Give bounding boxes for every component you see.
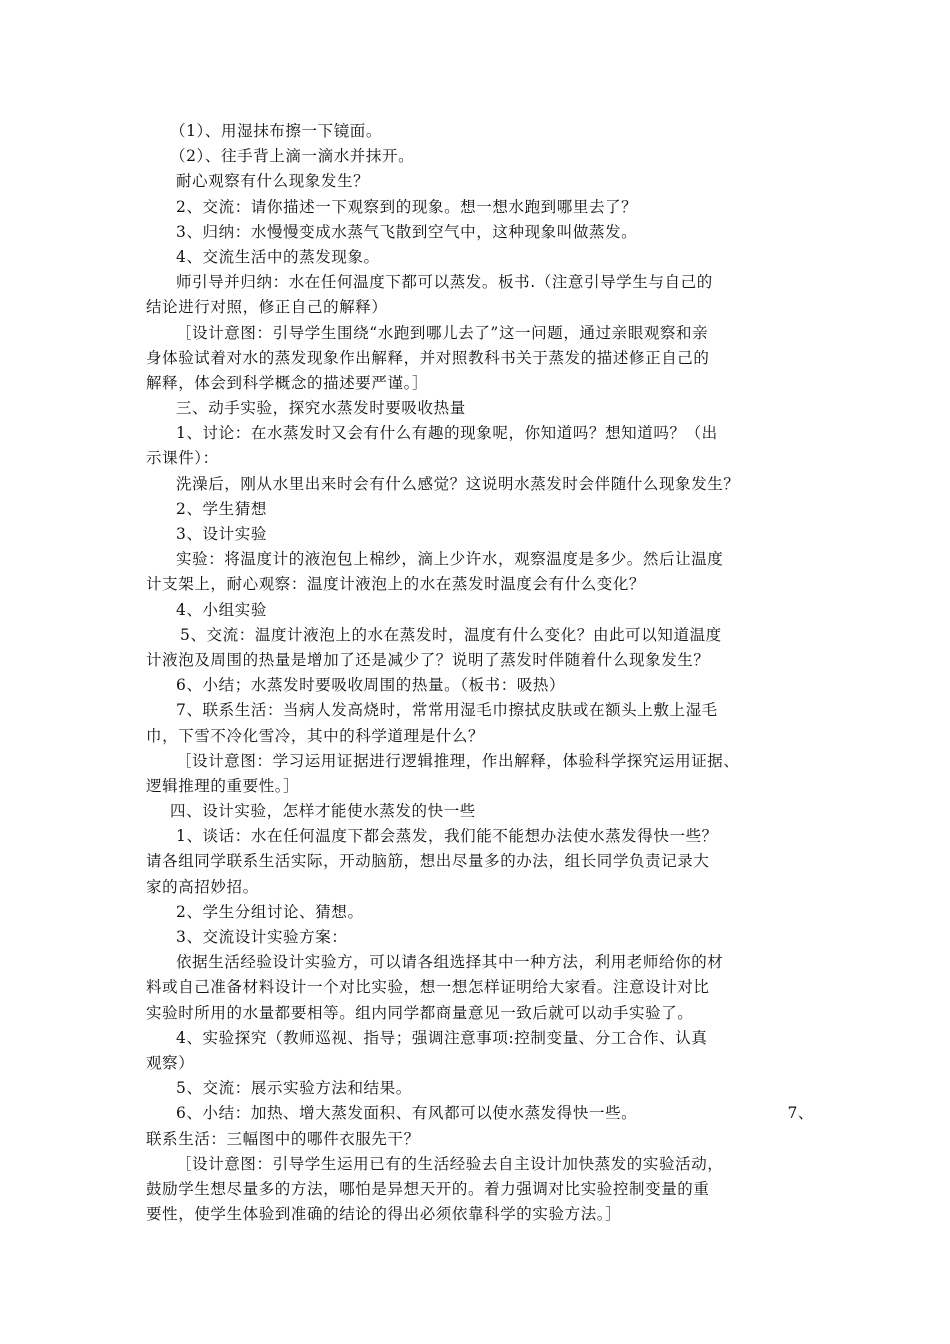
text-line: 计液泡及周围的热量是增加了还是减少了？说明了蒸发时伴随着什么现象发生？ (146, 650, 710, 669)
text-line: （1）、用湿抹布擦一下镜面。 (170, 122, 383, 140)
text-line: 1、讨论：在水蒸发时又会有什么有趣的现象呢，你知道吗？想知道吗？（出 (176, 424, 718, 443)
text-line: 3、归纳：水慢慢变成水蒸气飞散到空气中，这种现象叫做蒸发。 (176, 222, 638, 241)
text-line: 观察） (146, 1053, 195, 1072)
text-line: 请各组同学联系生活实际，开动脑筋，想出尽量多的办法，组长同学负责记录大 (146, 852, 710, 871)
text-line: 家的高招妙招。 (146, 877, 259, 896)
text-line: 2、学生分组讨论、猜想。 (176, 902, 364, 921)
text-line: 要性，使学生体验到准确的结论的得出必须依靠科学的实验方法。］ (146, 1205, 622, 1224)
text-span: 7、 (787, 1104, 814, 1123)
text-line: 联系生活：三幅图中的哪件衣服先干？ (146, 1129, 420, 1148)
text-line: 2、学生猜想 (176, 499, 267, 518)
text-line: ［设计意图：引导学生运用已有的生活经验去自主设计加快蒸发的实验活动， (176, 1154, 724, 1173)
text-span: 6、小结：加热、增大蒸发面积、有风都可以使水蒸发得快一些。 (176, 1104, 638, 1123)
text-line: 耐心观察有什么现象发生？ (176, 172, 370, 191)
text-line: 4、交流生活中的蒸发现象。 (176, 247, 380, 266)
text-line: 计支架上，耐心观察：温度计液泡上的水在蒸发时温度会有什么变化？ (146, 575, 646, 594)
text-line: 1、谈话：水在任何温度下都会蒸发，我们能不能想办法使水蒸发得快一些？ (176, 827, 718, 846)
text-line: 逻辑推理的重要性。］ (146, 776, 300, 795)
text-line: 4、小组实验 (176, 600, 267, 619)
section-heading: 四、设计实验，怎样才能使水蒸发的快一些 (170, 802, 476, 821)
text-line: 解释，体会到科学概念的描述要严谨。］ (146, 373, 429, 392)
text-line: 师引导并归纳：水在任何温度下都可以蒸发。板书.（注意引导学生与自己的 (176, 273, 713, 292)
text-line: 4、实验探究（教师巡视、指导；强调注意事项:控制变量、分工合作、认真 (176, 1028, 708, 1047)
text-line: ［设计意图：学习运用证据进行逻辑推理，作出解释，体验科学探究运用证据、 (176, 751, 740, 770)
text-line (146, 1101, 814, 1126)
text-line: 6、小结；水蒸发时要吸收周围的热量。（板书：吸热） (176, 676, 566, 695)
text-line: 结论进行对照，修正自己的解释） (146, 298, 388, 317)
text-line: 身体验试着对水的蒸发现象作出解释，并对照教科书关于蒸发的描述修正自己的 (146, 348, 710, 367)
text-line: 3、设计实验 (176, 525, 267, 543)
text-line: 2、交流：请你描述一下观察到的现象。想一想水跑到哪里去了？ (176, 197, 638, 216)
text-line: 料或自己准备材料设计一个对比实验，想一想怎样证明给大家看。注意设计对比 (146, 978, 710, 997)
document-body (146, 119, 814, 1227)
text-line: 5、交流：温度计液泡上的水在蒸发时，温度有什么变化？由此可以知道温度 (180, 625, 722, 644)
text-line: 依据生活经验设计实验方，可以请各组选择其中一种方法，利用老师给你的材 (176, 953, 724, 972)
text-line: 3、交流设计实验方案： (176, 928, 348, 946)
text-line: 鼓励学生想尽量多的方法，哪怕是异想天开的。着力强调对比实验控制变量的重 (146, 1179, 710, 1198)
text-line: ［设计意图：引导学生围绕“水跑到哪儿去了”这一问题，通过亲眼观察和亲 (176, 323, 709, 342)
text-line: 洗澡后，刚从水里出来时会有什么感觉？这说明水蒸发时会伴随什么现象发生？ (176, 474, 740, 493)
text-line: 7、联系生活：当病人发高烧时，常常用湿毛巾擦拭皮肤或在额头上敷上湿毛 (176, 701, 718, 720)
text-line: 实验时所用的水量都要相等。组内同学都商量意见一致后就可以动手实验了。 (146, 1003, 694, 1022)
text-line: 5、交流：展示实验方法和结果。 (176, 1079, 412, 1098)
text-line: （2）、往手背上滴一滴水并抹开。 (170, 147, 415, 166)
text-line: 示课件）： (146, 449, 219, 468)
text-line: 实验：将温度计的液泡包上棉纱，滴上少许水，观察温度是多少。然后让温度 (176, 550, 724, 569)
text-line: 巾，下雪不冷化雪冷，其中的科学道理是什么？ (146, 726, 485, 745)
section-heading: 三、动手实验，探究水蒸发时要吸收热量 (176, 399, 466, 418)
